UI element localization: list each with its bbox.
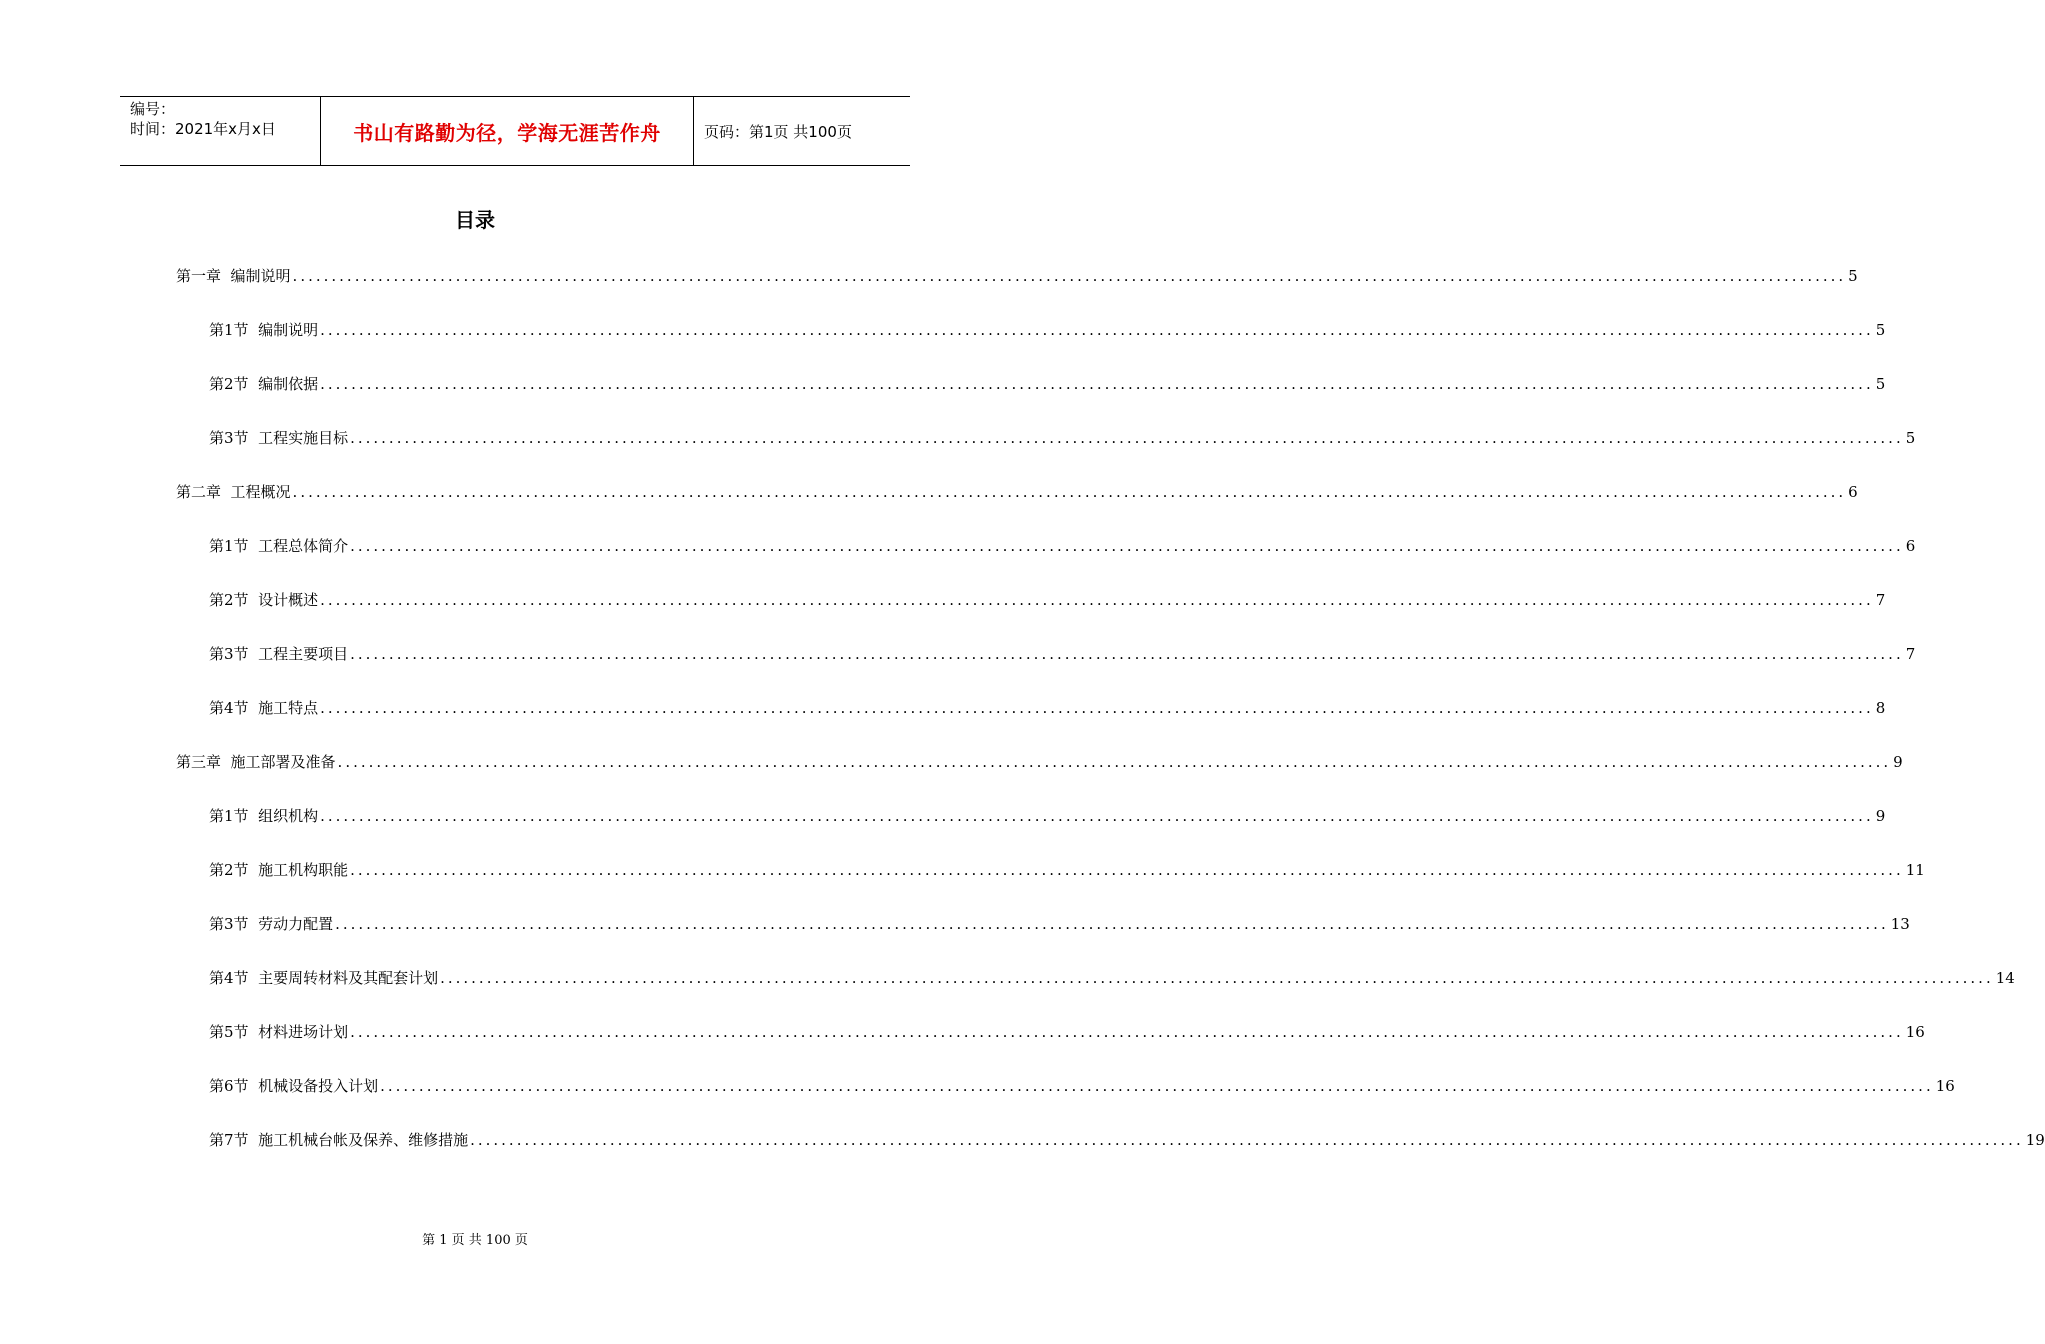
toc-entry-label: 第7节 施工机械台帐及保养、维修措施 <box>209 1131 469 1149</box>
toc-entry-page: 6 <box>1848 483 1858 501</box>
toc-entry-label: 第3节 劳动力配置 <box>209 915 334 933</box>
toc-entry-page: 8 <box>1875 699 1886 717</box>
toc-leader-dots: ........................................................................................................................................................................................................ <box>337 753 1892 771</box>
toc-leader-dots: ........................................................................................................................................................................................................ <box>350 645 1904 663</box>
toc-entry-page: 16 <box>1905 1023 1925 1041</box>
toc-entry-label: 第3节 工程实施目标 <box>209 429 349 447</box>
toc-entry-page: 5 <box>1848 267 1858 285</box>
toc-entry[interactable] <box>209 1021 1925 1043</box>
toc-entry-label: 第三章 施工部署及准备 <box>176 753 336 771</box>
toc-leader-dots: ........................................................................................................................................................................................................ <box>320 375 1874 393</box>
toc-leader-dots: ........................................................................................................................................................................................................ <box>320 321 1874 339</box>
toc-entry[interactable] <box>209 643 1916 665</box>
toc-entry-label: 第一章 编制说明 <box>176 267 291 285</box>
toc-entry-label: 第1节 编制说明 <box>209 321 319 339</box>
toc-entry-page: 9 <box>1893 753 1903 771</box>
header-page-info: 页码：第1页 共100页 <box>704 122 852 141</box>
toc-entry-page: 11 <box>1905 861 1925 879</box>
toc-entry-page: 13 <box>1890 915 1910 933</box>
document-time-label: 时间：2021年x月x日 <box>130 120 276 138</box>
toc-leader-dots: ........................................................................................................................................................................................................ <box>292 267 1847 285</box>
toc-entry[interactable] <box>176 481 1858 503</box>
toc-entry-label: 第2节 施工机构职能 <box>209 861 349 879</box>
toc-entry[interactable] <box>209 1129 2045 1151</box>
toc-leader-dots: ........................................................................................................................................................................................................ <box>470 1131 2024 1149</box>
toc-entry-page: 6 <box>1905 537 1916 555</box>
toc-entry[interactable] <box>209 1075 1955 1097</box>
toc-entry-page: 14 <box>1995 969 2015 987</box>
toc-entry[interactable] <box>209 319 1886 341</box>
toc-entry-label: 第二章 工程概况 <box>176 483 291 501</box>
toc-title: 目录 <box>455 208 495 232</box>
toc-entry-page: 5 <box>1905 429 1916 447</box>
toc-leader-dots: ........................................................................................................................................................................................................ <box>292 483 1847 501</box>
toc-leader-dots: ........................................................................................................................................................................................................ <box>380 1077 1934 1095</box>
toc-entry[interactable] <box>209 427 1916 449</box>
toc-leader-dots: ........................................................................................................................................................................................................ <box>320 807 1874 825</box>
toc-leader-dots: ........................................................................................................................................................................................................ <box>335 915 1889 933</box>
toc-entry-page: 5 <box>1875 321 1886 339</box>
toc-leader-dots: ........................................................................................................................................................................................................ <box>320 699 1874 717</box>
toc-entry-label: 第1节 组织机构 <box>209 807 319 825</box>
toc-entry[interactable] <box>209 913 1910 935</box>
toc-entry-label: 第3节 工程主要项目 <box>209 645 349 663</box>
toc-leader-dots: ........................................................................................................................................................................................................ <box>350 1023 1904 1041</box>
toc-entry[interactable] <box>209 589 1886 611</box>
toc-entry[interactable] <box>176 265 1858 287</box>
toc-entry-label: 第2节 编制依据 <box>209 375 319 393</box>
toc-entry-label: 第1节 工程总体简介 <box>209 537 349 555</box>
toc-entry[interactable] <box>209 859 1925 881</box>
page-footer: 第 1 页 共 100 页 <box>422 1233 528 1248</box>
toc-entry[interactable] <box>209 697 1886 719</box>
toc-entry-label: 第5节 材料进场计划 <box>209 1023 349 1041</box>
toc-leader-dots: ........................................................................................................................................................................................................ <box>350 537 1904 555</box>
toc-entry-label: 第4节 主要周转材料及其配套计划 <box>209 969 439 987</box>
toc-entry-label: 第2节 设计概述 <box>209 591 319 609</box>
toc-entry[interactable] <box>176 751 1903 773</box>
toc-entry-label: 第6节 机械设备投入计划 <box>209 1077 379 1095</box>
toc-leader-dots: ........................................................................................................................................................................................................ <box>320 591 1874 609</box>
toc-leader-dots: ........................................................................................................................................................................................................ <box>350 429 1904 447</box>
toc-entry-page: 5 <box>1875 375 1886 393</box>
document-number-label: 编号： <box>130 100 176 118</box>
toc-entry-label: 第4节 施工特点 <box>209 699 319 717</box>
toc-entry-page: 16 <box>1935 1077 1955 1095</box>
toc-entry[interactable] <box>209 805 1886 827</box>
toc-entry-page: 9 <box>1875 807 1886 825</box>
toc-entry-page: 7 <box>1875 591 1886 609</box>
toc-entry-page: 19 <box>2025 1131 2045 1149</box>
toc-leader-dots: ........................................................................................................................................................................................................ <box>350 861 1904 879</box>
toc-leader-dots: ........................................................................................................................................................................................................ <box>440 969 1994 987</box>
toc-entry[interactable] <box>209 967 2015 989</box>
toc-entry[interactable] <box>209 535 1916 557</box>
toc-entry-page: 7 <box>1905 645 1916 663</box>
header-motto: 书山有路勤为径，学海无涯苦作舟 <box>321 97 694 165</box>
toc-entry[interactable] <box>209 373 1886 395</box>
